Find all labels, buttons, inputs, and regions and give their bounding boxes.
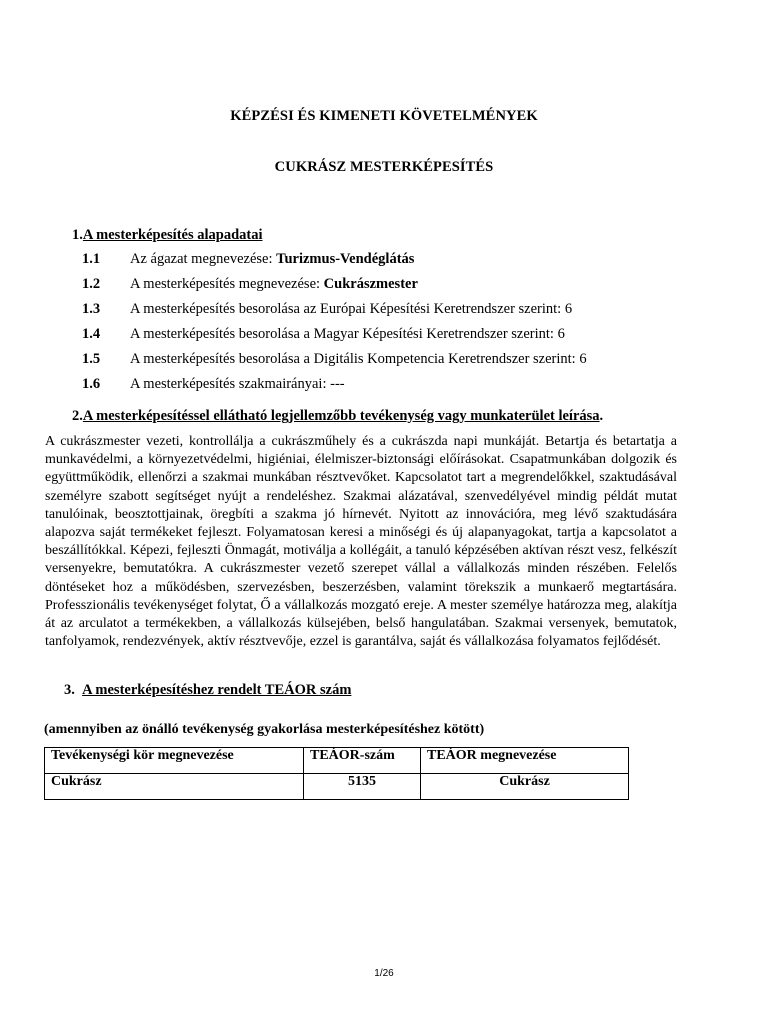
section-3-title: A mesterképesítéshez rendelt TEÁOR szám xyxy=(82,682,352,698)
document-subtitle: CUKRÁSZ MESTERKÉPESÍTÉS xyxy=(274,159,494,175)
item-text: A mesterképesítés besorolása a Magyar Képesítési Keretrendszer szerint: 6 xyxy=(130,326,565,342)
item-label: A mesterképesítés megnevezése: xyxy=(130,276,324,292)
item-number: 1.5 xyxy=(82,351,101,367)
section-3-number: 3. xyxy=(64,682,75,698)
description-paragraph: A cukrászmester vezeti, kontrollálja a cukrászműhely és a cukrászda napi munkáját. Betartja és betartatja a munkavédelmi, a környezetvédelmi, higiéniai, élelmiszer-biztonsági előírásokat. Csapatmunkában dolgozik és együttműködik, ellenőrzi a szakmai munkában résztvevőket. Kapcsolatot tart a megrendelőkkel, szaktudásával személyre szabott segítséget nyújt a rendeléshez. Szakmai alázatával, szenvedélyével mindig példát mutat tanulóinak, beosztottjainak, öregbíti a szakma jó hírnevét. Nyitott az innovációra, meg lévő szaktudására alapozva saját termékeket fejleszt. Folyamatosan keresi a minőségi és új alapanyagokat, tartja a kapcsolatot a beszállítókkal. Képezi, fejleszti Önmagát, motiválja a kollégáit, a tanuló képzésében aktívan részt vesz, felkészít versenyekre, bemutatókra. A cukrászmester vezető szerepet vállal a vállalkozás minden részében. Felelős döntéseket hoz a működésben, szervezésben, beszerzésben, valamint törekszik a munkaerő megtartására. Professzionális tevékenységet folytat, Ő a vállalkozás mozgató ereje. A mester személye határozza meg, alakítja át az arculatot a termékekben, a vállalkozás külsejében, belső hangulatában. Szakmai versenyek, bemutatok, tanfolyamok, rendezvények, aktív résztvevője, ezzel is garantálva, saját és vállalkozása folyamatos fejlődését. xyxy=(45,434,677,650)
item-text: A mesterképesítés besorolása az Európai Képesítési Keretrendszer szerint: 6 xyxy=(130,301,573,317)
section-1-number: 1. xyxy=(72,227,83,243)
teaor-table xyxy=(44,747,629,800)
section-3-heading xyxy=(64,682,351,699)
teaor-note: (amennyiben az önálló tevékenység gyakorlása mesterképesítéshez kötött) xyxy=(44,722,485,737)
section-2-title-end: . xyxy=(599,408,604,424)
section-2-heading xyxy=(72,408,603,425)
table-cell: Cukrász xyxy=(421,774,629,800)
item-number: 1.6 xyxy=(82,376,101,392)
table-cell: 5135 xyxy=(304,774,421,800)
item-number: 1.1 xyxy=(82,251,101,267)
page-number: 1/26 xyxy=(374,968,394,979)
item-text: A mesterképesítés besorolása a Digitális Kompetencia Keretrendszer szerint: 6 xyxy=(130,351,587,367)
item-number: 1.3 xyxy=(82,301,101,317)
section-2-number: 2. xyxy=(72,408,83,424)
item-value: Cukrászmester xyxy=(323,276,418,292)
table-row xyxy=(45,774,629,800)
item-text: A mesterképesítés szakmairányai: --- xyxy=(130,376,345,392)
document-title: KÉPZÉSI ÉS KIMENETI KÖVETELMÉNYEK xyxy=(230,108,538,124)
item-text xyxy=(130,276,418,293)
section-2-title: A mesterképesítéssel ellátható legjellemzőbb tevékenység vagy munkaterület leírása xyxy=(82,408,600,424)
header-cell: TEÁOR-szám xyxy=(304,748,421,774)
item-number: 1.2 xyxy=(82,276,101,292)
section-1-title: A mesterképesítés alapadatai xyxy=(82,227,263,243)
item-value: Turizmus-Vendéglátás xyxy=(276,251,415,267)
item-number: 1.4 xyxy=(82,326,101,342)
table-cell: Cukrász xyxy=(45,774,304,800)
table-header-row xyxy=(45,748,629,774)
item-text xyxy=(130,251,414,268)
header-cell: Tevékenységi kör megnevezése xyxy=(45,748,304,774)
section-1-heading xyxy=(72,227,263,244)
header-cell: TEÁOR megnevezése xyxy=(421,748,629,774)
item-label: Az ágazat megnevezése: xyxy=(130,251,277,267)
